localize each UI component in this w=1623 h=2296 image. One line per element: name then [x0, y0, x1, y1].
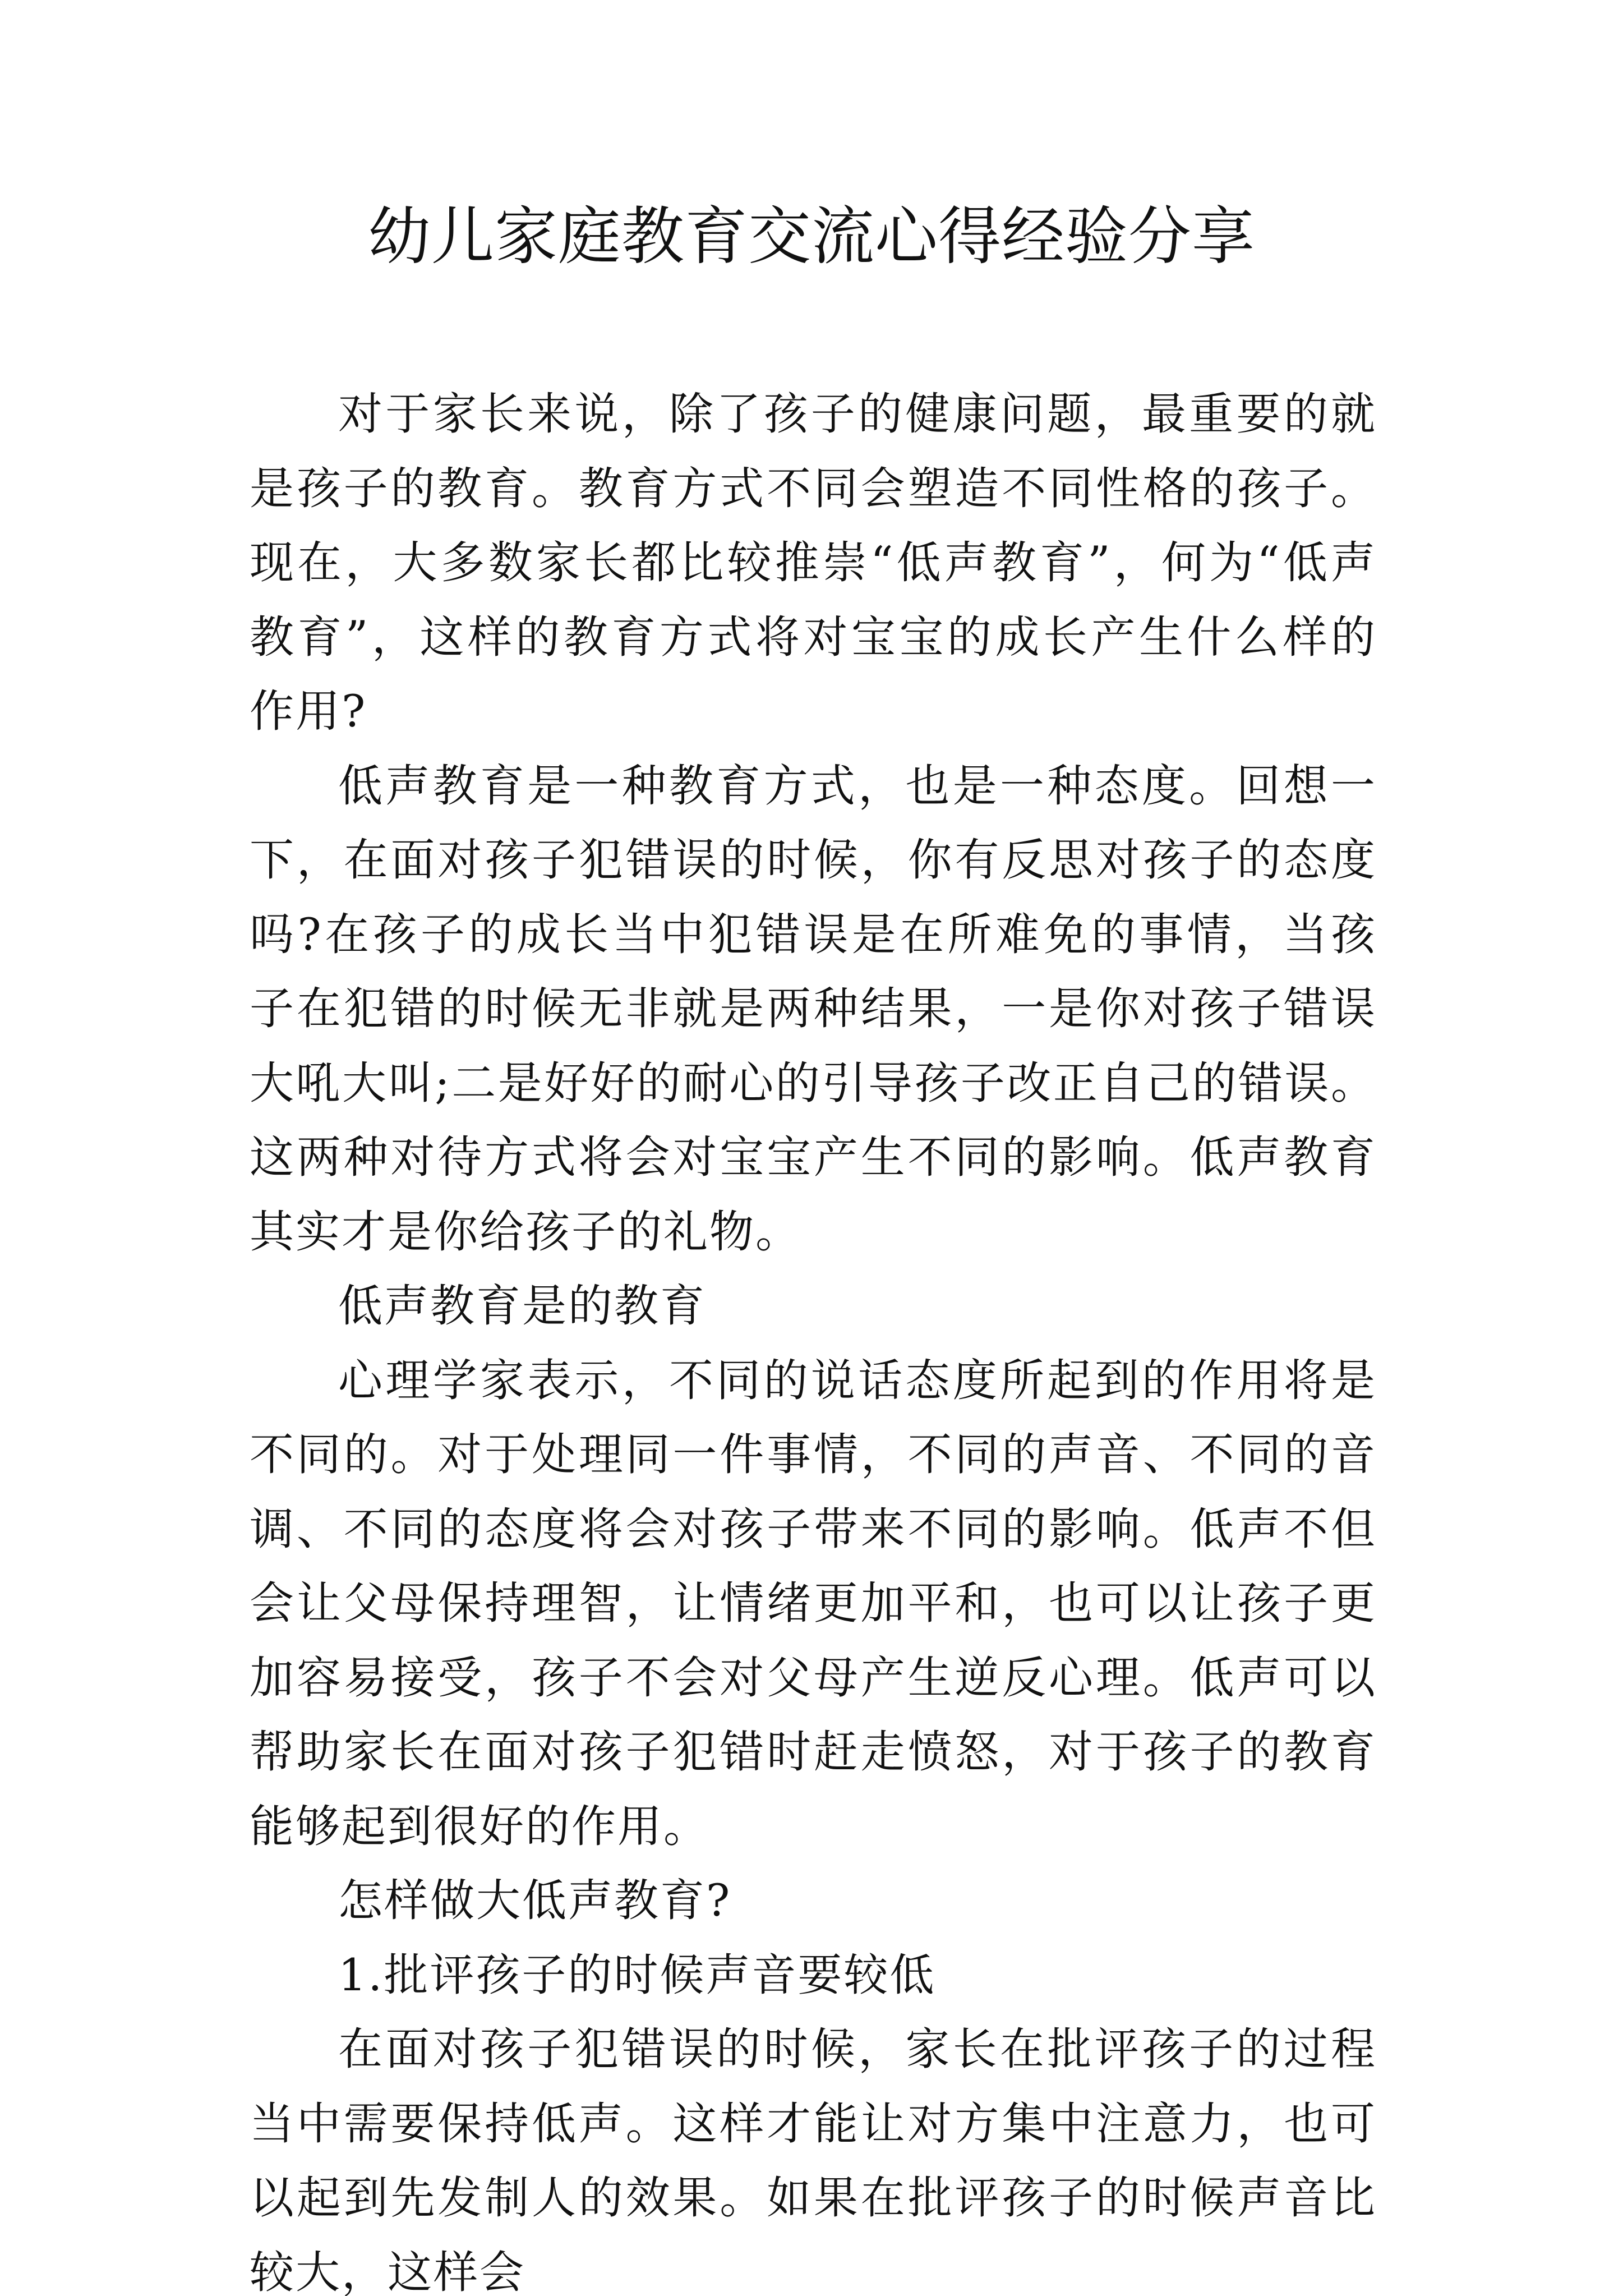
- paragraph-criticism: 在面对孩子犯错误的时候，家长在批评孩子的过程当中需要保持低声。这样才能让对方集中注意力，也可以起到先发制人的效果。如果在批评孩子的时候声音比较大，这样会: [250, 2023, 1377, 2296]
- section-heading-how-to: 怎样做大低声教育?: [338, 1875, 732, 1926]
- document-body: [250, 377, 1377, 2296]
- paragraph-definition: 低声教育是一种教育方式，也是一种态度。回想一下，在面对孩子犯错误的时候，你有反思对孩子的态度吗?在孩子的成长当中犯错误是在所难免的事情，当孩子在犯错的时候无非就是两种结果，一是你对孩子错误大吼大叫;二是好好的耐心的引导孩子改正自己的错误。这两种对待方式将会对宝宝产生不同的影响。低声教育其实才是你给孩子的礼物。: [250, 760, 1377, 1258]
- document-title: 幼儿家庭教育交流心得经验分享: [368, 200, 1255, 273]
- paragraph-intro: 对于家长来说，除了孩子的健康问题，最重要的就是孩子的教育。教育方式不同会塑造不同性格的孩子。现在，大多数家长都比较推崇“低声教育”，何为“低声教育”，这样的教育方式将对宝宝的成长产生什么样的作用?: [250, 388, 1377, 737]
- list-item-1: 1.批评孩子的时候声音要较低: [338, 1949, 936, 2001]
- paragraph-psychology: 心理学家表示，不同的说话态度所起到的作用将是不同的。对于处理同一件事情，不同的声音、不同的音调、不同的态度将会对孩子带来不同的影响。低声不但会让父母保持理智，让情绪更加平和，也可以让孩子更加容易接受，孩子不会对父母产生逆反心理。低声可以帮助家长在面对孩子犯错时赶走愤怒，对于孩子的教育能够起到很好的作用。: [250, 1354, 1377, 1852]
- section-heading-low-voice: 低声教育是的教育: [338, 1280, 706, 1332]
